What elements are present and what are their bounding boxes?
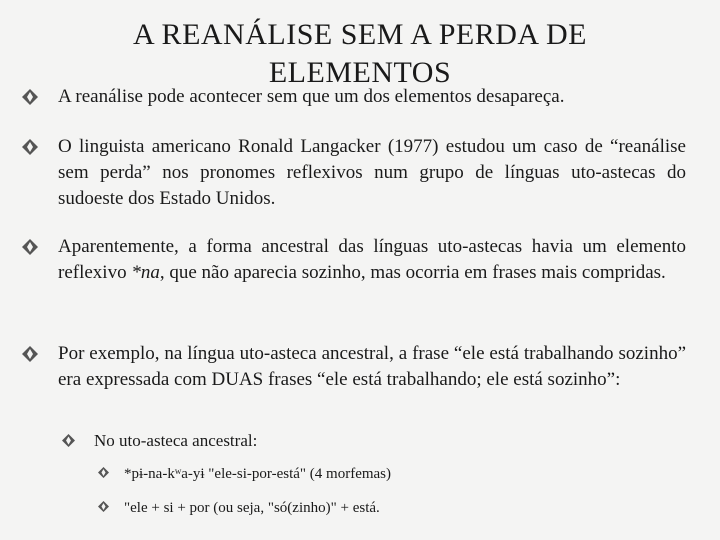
bullet-text-part: Aparentemente, a forma ancestral das línguas uto-astecas havia um elemento reflexivo [58, 236, 686, 283]
diamond-bullet-icon [62, 430, 84, 447]
sub-sub-bullet-item [98, 498, 678, 518]
diamond-bullet-icon [98, 464, 116, 478]
reflexive-form: *na [131, 262, 160, 283]
sub-sub-bullet-text: "ele + si + por (ou seja, "só(zinho)" + está. [124, 500, 380, 516]
bullet-item [22, 341, 690, 393]
diamond-bullet-icon [22, 341, 48, 362]
bullet-text: O linguista americano Ronald Langacker (1977) estudou um caso de “reanálise sem perda” nos pronomes reflexivos num grupo de línguas uto-astecas do sudoeste dos Estado Unidos. [58, 136, 686, 209]
sub-sub-bullet-item [98, 464, 678, 484]
bullet-item [22, 84, 690, 110]
sub-sub-bullet-text: *pɨ-na-kʷa-yɨ "ele-si-por-está" (4 morfemas) [124, 466, 392, 482]
sub-bullet-item [62, 430, 662, 452]
diamond-bullet-icon [98, 498, 116, 512]
bullet-text-part: , que não aparecia sozinho, mas ocorria em frases mais compridas. [159, 262, 666, 283]
bullet-item [22, 134, 690, 212]
bullet-item [22, 234, 690, 286]
diamond-bullet-icon [22, 234, 48, 255]
diamond-bullet-icon [22, 84, 48, 105]
diamond-bullet-icon [22, 134, 48, 155]
slide-title: A REANÁLISE SEM A PERDA DE ELEMENTOS [133, 18, 587, 89]
sub-bullet-text: No uto-asteca ancestral: [94, 431, 258, 450]
bullet-text [58, 234, 686, 286]
bullet-text: A reanálise pode acontecer sem que um dos elementos desapareça. [58, 86, 565, 107]
bullet-text: Por exemplo, na língua uto-asteca ancestral, a frase “ele está trabalhando sozinho” era expressada com DUAS frases “ele está trabalhando; ele está sozinho”: [58, 343, 686, 390]
